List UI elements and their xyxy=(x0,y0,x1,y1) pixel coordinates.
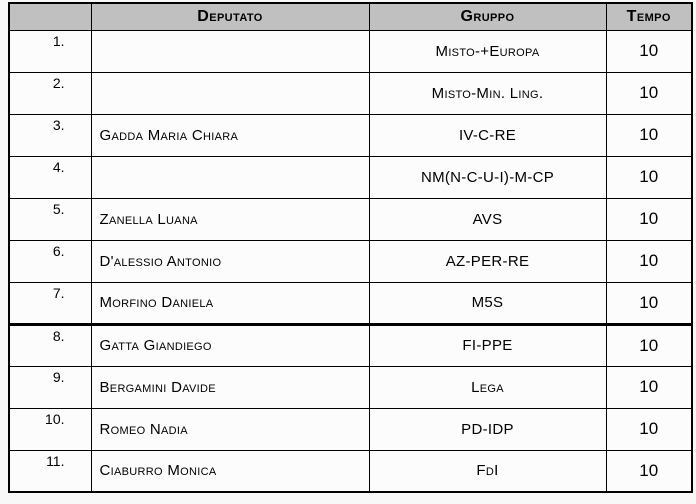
row-number-cell: 3. xyxy=(9,114,91,156)
tempo-cell: 10 xyxy=(606,240,692,282)
row-number-cell: 7. xyxy=(9,282,91,324)
tempo-cell: 10 xyxy=(606,114,692,156)
tempo-cell: 10 xyxy=(606,324,692,366)
deputato-cell: Gatta Giandiego xyxy=(91,324,369,366)
gruppo-cell: PD-IDP xyxy=(369,408,606,450)
gruppo-cell: NM(N-C-U-I)-M-CP xyxy=(369,156,606,198)
tempo-cell: 10 xyxy=(606,156,692,198)
row-number-cell: 6. xyxy=(9,240,91,282)
deputato-cell: Bergamini Davide xyxy=(91,366,369,408)
gruppo-cell: M5S xyxy=(369,282,606,324)
speaking-time-table xyxy=(8,2,693,493)
gruppo-cell: Misto-+Europa xyxy=(369,30,606,72)
row-number-cell: 1. xyxy=(9,30,91,72)
deputato-cell: Morfino Daniela xyxy=(91,282,369,324)
tempo-cell: 10 xyxy=(606,72,692,114)
deputato-cell: Ciaburro Monica xyxy=(91,450,369,492)
deputato-cell: Gadda Maria Chiara xyxy=(91,114,369,156)
header-tempo: Tempo xyxy=(606,3,692,30)
gruppo-cell: AZ-PER-RE xyxy=(369,240,606,282)
table-row xyxy=(9,282,692,324)
tempo-cell: 10 xyxy=(606,30,692,72)
document-page xyxy=(8,2,693,493)
row-number-cell: 11. xyxy=(9,450,91,492)
table-row xyxy=(9,198,692,240)
deputato-cell: D'alessio Antonio xyxy=(91,240,369,282)
deputato-cell xyxy=(91,30,369,72)
table-body xyxy=(9,30,692,492)
deputato-cell: Zanella Luana xyxy=(91,198,369,240)
table-row xyxy=(9,72,692,114)
gruppo-cell: IV-C-RE xyxy=(369,114,606,156)
header-row xyxy=(9,3,692,30)
table-row xyxy=(9,30,692,72)
table-row xyxy=(9,450,692,492)
row-number-cell: 10. xyxy=(9,408,91,450)
tempo-cell: 10 xyxy=(606,450,692,492)
header-gruppo: Gruppo xyxy=(369,3,606,30)
row-number-cell: 8. xyxy=(9,324,91,366)
gruppo-cell: FI-PPE xyxy=(369,324,606,366)
deputato-cell xyxy=(91,72,369,114)
table-row xyxy=(9,240,692,282)
header-deputato: Deputato xyxy=(91,3,369,30)
gruppo-cell: Misto-Min. Ling. xyxy=(369,72,606,114)
table-row xyxy=(9,324,692,366)
table-row xyxy=(9,366,692,408)
row-number-cell: 2. xyxy=(9,72,91,114)
row-number-cell: 5. xyxy=(9,198,91,240)
table-row xyxy=(9,408,692,450)
row-number-cell: 9. xyxy=(9,366,91,408)
gruppo-cell: FdI xyxy=(369,450,606,492)
gruppo-cell: AVS xyxy=(369,198,606,240)
tempo-cell: 10 xyxy=(606,408,692,450)
deputato-cell: Romeo Nadia xyxy=(91,408,369,450)
header-number xyxy=(9,3,91,30)
table-row xyxy=(9,156,692,198)
tempo-cell: 10 xyxy=(606,282,692,324)
tempo-cell: 10 xyxy=(606,198,692,240)
deputato-cell xyxy=(91,156,369,198)
gruppo-cell: Lega xyxy=(369,366,606,408)
row-number-cell: 4. xyxy=(9,156,91,198)
tempo-cell: 10 xyxy=(606,366,692,408)
table-row xyxy=(9,114,692,156)
